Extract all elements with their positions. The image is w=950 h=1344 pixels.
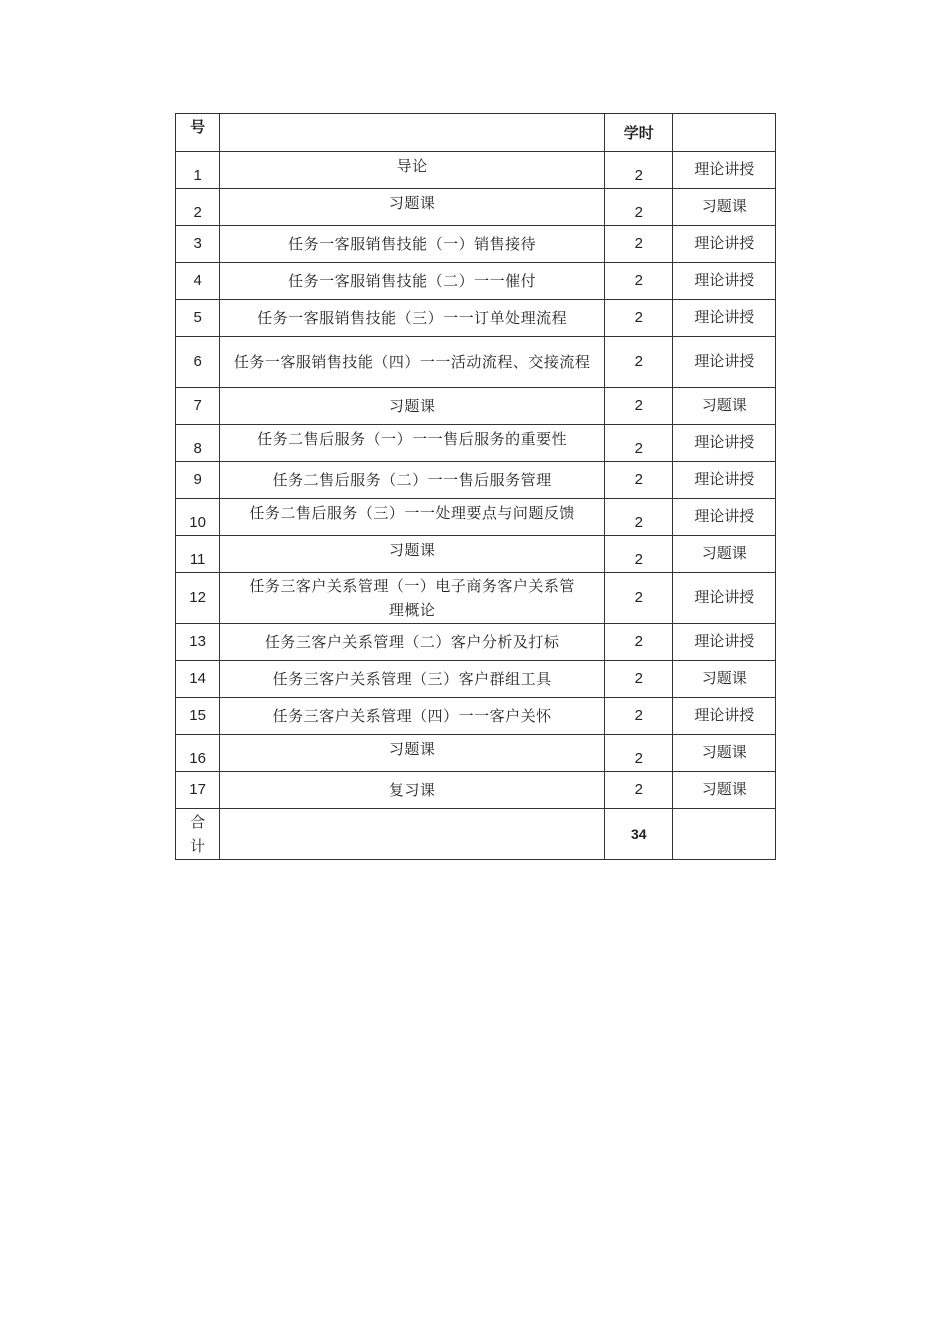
row-content: 任务二售后服务（三）一一处理要点与问题反馈 [220, 499, 605, 536]
header-cell-hours [605, 114, 673, 152]
row-content: 习题课 [220, 735, 605, 772]
table-row [176, 337, 776, 388]
header-no-label: 号 [190, 118, 206, 136]
table-header-row [176, 114, 776, 152]
total-hours-cell [605, 809, 673, 860]
row-content: 任务二售后服务（二）一一售后服务管理 [220, 462, 605, 499]
row-content: 习题课 [220, 536, 605, 573]
row-content: 任务二售后服务（一）一一售后服务的重要性 [220, 425, 605, 462]
row-type: 理论讲授 [673, 263, 776, 300]
row-hours: 2 [605, 573, 673, 624]
header-hours-label: 学时 [623, 123, 654, 142]
row-content: 任务三客户关系管理（四）一一客户关怀 [220, 698, 605, 735]
row-hours: 2 [605, 772, 673, 809]
header-cell-content [220, 114, 605, 152]
row-content: 习题课 [220, 189, 605, 226]
row-no: 6 [176, 337, 220, 388]
table-total-row [176, 809, 776, 860]
row-hours: 2 [605, 189, 673, 226]
row-type: 习题课 [673, 536, 776, 573]
row-type: 理论讲授 [673, 226, 776, 263]
table-row [176, 263, 776, 300]
row-no: 14 [176, 661, 220, 698]
row-type: 习题课 [673, 388, 776, 425]
row-no: 15 [176, 698, 220, 735]
row-hours: 2 [605, 263, 673, 300]
table-row [176, 226, 776, 263]
row-hours: 2 [605, 337, 673, 388]
row-no: 9 [176, 462, 220, 499]
row-hours: 2 [605, 300, 673, 337]
table-row [176, 189, 776, 226]
row-no: 2 [176, 189, 220, 226]
row-hours: 2 [605, 462, 673, 499]
row-no: 11 [176, 536, 220, 573]
row-content: 复习课 [220, 772, 605, 809]
row-hours: 2 [605, 499, 673, 536]
row-type: 习题课 [673, 735, 776, 772]
row-hours: 2 [605, 698, 673, 735]
row-type: 理论讲授 [673, 300, 776, 337]
table-row [176, 772, 776, 809]
row-type: 习题课 [673, 661, 776, 698]
table-row [176, 735, 776, 772]
row-no: 17 [176, 772, 220, 809]
row-content: 习题课 [220, 388, 605, 425]
table-row [176, 300, 776, 337]
course-schedule-table [175, 113, 776, 860]
row-no: 4 [176, 263, 220, 300]
table-row [176, 573, 776, 624]
row-no: 8 [176, 425, 220, 462]
row-hours: 2 [605, 388, 673, 425]
header-cell-type [673, 114, 776, 152]
header-cell-no [176, 114, 220, 152]
total-hours: 34 [631, 826, 647, 842]
row-content: 任务三客户关系管理（一）电子商务客户关系管理概论 [220, 573, 605, 624]
total-label: 合计 [190, 813, 206, 855]
table-row [176, 388, 776, 425]
table-row [176, 462, 776, 499]
row-hours: 2 [605, 624, 673, 661]
row-hours: 2 [605, 152, 673, 189]
row-no: 16 [176, 735, 220, 772]
total-content-cell [220, 809, 605, 860]
row-type: 理论讲授 [673, 698, 776, 735]
row-type: 理论讲授 [673, 337, 776, 388]
row-hours: 2 [605, 425, 673, 462]
row-no: 7 [176, 388, 220, 425]
table-row [176, 536, 776, 573]
total-label-cell [176, 809, 220, 860]
row-type: 习题课 [673, 772, 776, 809]
row-no: 5 [176, 300, 220, 337]
row-no: 10 [176, 499, 220, 536]
table-row [176, 425, 776, 462]
row-type: 理论讲授 [673, 425, 776, 462]
row-content: 任务一客服销售技能（四）一一活动流程、交接流程 [220, 337, 605, 388]
row-type: 理论讲授 [673, 573, 776, 624]
table-row [176, 698, 776, 735]
row-no: 1 [176, 152, 220, 189]
row-content: 任务三客户关系管理（三）客户群组工具 [220, 661, 605, 698]
row-type: 习题课 [673, 189, 776, 226]
row-type: 理论讲授 [673, 152, 776, 189]
row-content: 任务一客服销售技能（三）一一订单处理流程 [220, 300, 605, 337]
row-hours: 2 [605, 735, 673, 772]
table-row [176, 152, 776, 189]
total-type-cell [673, 809, 776, 860]
row-no: 3 [176, 226, 220, 263]
row-type: 理论讲授 [673, 499, 776, 536]
table-row [176, 624, 776, 661]
table-row [176, 499, 776, 536]
row-content: 任务三客户关系管理（二）客户分析及打标 [220, 624, 605, 661]
row-content: 任务一客服销售技能（一）销售接待 [220, 226, 605, 263]
row-type: 理论讲授 [673, 624, 776, 661]
row-hours: 2 [605, 661, 673, 698]
row-hours: 2 [605, 536, 673, 573]
row-hours: 2 [605, 226, 673, 263]
table-row [176, 661, 776, 698]
row-type: 理论讲授 [673, 462, 776, 499]
row-content: 任务一客服销售技能（二）一一催付 [220, 263, 605, 300]
row-content: 导论 [220, 152, 605, 189]
row-no: 13 [176, 624, 220, 661]
row-no: 12 [176, 573, 220, 624]
